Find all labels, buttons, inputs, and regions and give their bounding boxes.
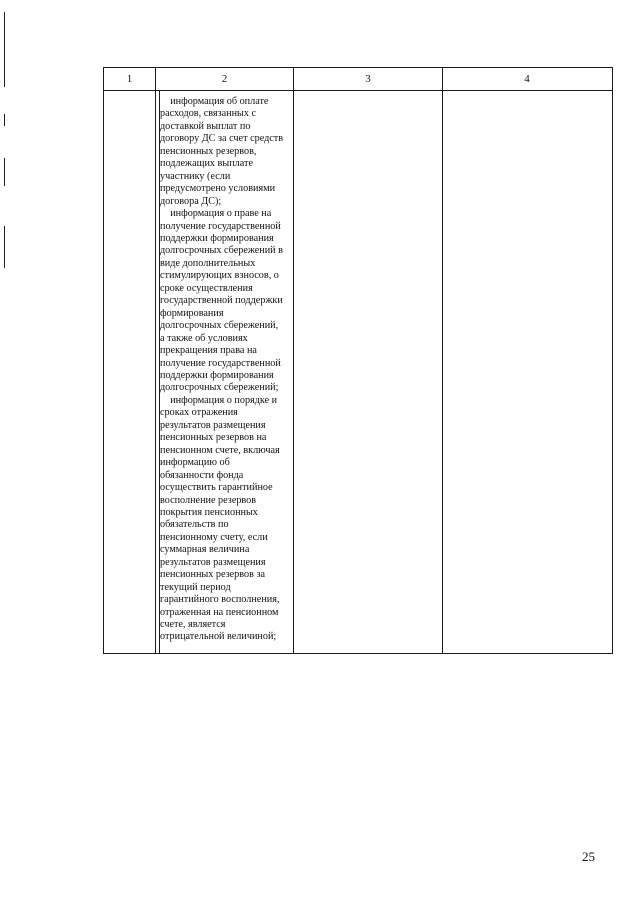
text-line: результатов размещения [160,419,266,431]
text-line: текущий период [160,581,231,593]
text-line: расходов, связанных с [160,108,257,120]
table-cell-col-2-text [160,96,297,644]
text-line: пенсионных резервов, [160,145,257,157]
scan-artifact-line [4,226,5,268]
text-line: информация о порядке и [160,394,278,406]
text-line: покрытия пенсионных [160,506,258,518]
text-line: пенсионному счету, если [160,531,268,543]
text-line: поддержки формирования [160,232,274,244]
text-line: сроке осуществления [160,282,253,294]
scan-artifact-line [4,12,5,87]
scan-artifact-line [4,158,5,186]
scan-artifact-line [4,114,5,126]
text-line: прекращения права на [160,345,257,357]
text-line: осуществить гарантийное [160,482,273,494]
text-line: государственной поддержки [160,295,283,307]
text-line: подлежащих выплате [160,158,253,170]
text-line: доставкой выплат по [160,120,251,132]
page-number: 25 [582,849,595,864]
text-line: договора ДС); [160,195,222,207]
column-divider-1-2 [155,68,156,653]
text-line: пенсионных резервов на [160,432,267,444]
text-line: долгосрочных сбережений, [160,320,279,332]
text-line: формирования [160,307,224,319]
text-line: участнику (если [160,170,231,182]
text-line: гарантийного восполнения, [160,594,280,606]
text-line: а также об условиях [160,332,248,344]
text-line: предусмотрено условиями [160,183,276,195]
text-line: получение государственной [160,357,281,369]
text-line: договору ДС за счет средств [160,133,284,145]
text-line: поддержки формирования [160,369,274,381]
text-line: виде дополнительных [160,257,256,269]
text-line: получение государственной [160,220,281,232]
column-divider-3-4 [442,68,443,653]
table-header-col-3: 3 [365,73,371,85]
text-line: обязательств по [160,519,229,531]
text-line: пенсионном счете, включая [160,444,280,456]
table-header-col-2: 2 [221,73,228,85]
text-line: отрицательной величиной; [160,631,277,643]
text-line: сроках отражения [160,407,238,419]
document-table [103,67,613,654]
text-line: стимулирующих взносов, о [160,270,279,282]
text-line: долгосрочных сбережений; [160,382,279,394]
text-line: отраженная на пенсионном [160,606,279,618]
text-line: долгосрочных сбережений в [160,245,283,257]
text-line: информация о праве на [160,208,272,220]
text-line: пенсионных резервов за [160,569,265,581]
text-line: информация об оплате [160,96,269,107]
text-line: результатов размещения [160,556,266,568]
text-line: обязанности фонда [160,469,244,481]
text-line: восполнение резервов [160,494,257,506]
text-line: суммарная величина [160,544,250,556]
table-header-col-4: 4 [524,73,530,85]
text-line: информацию об [160,457,230,469]
table-header-col-1: 1 [126,73,133,85]
text-line: счете, является [160,619,226,631]
